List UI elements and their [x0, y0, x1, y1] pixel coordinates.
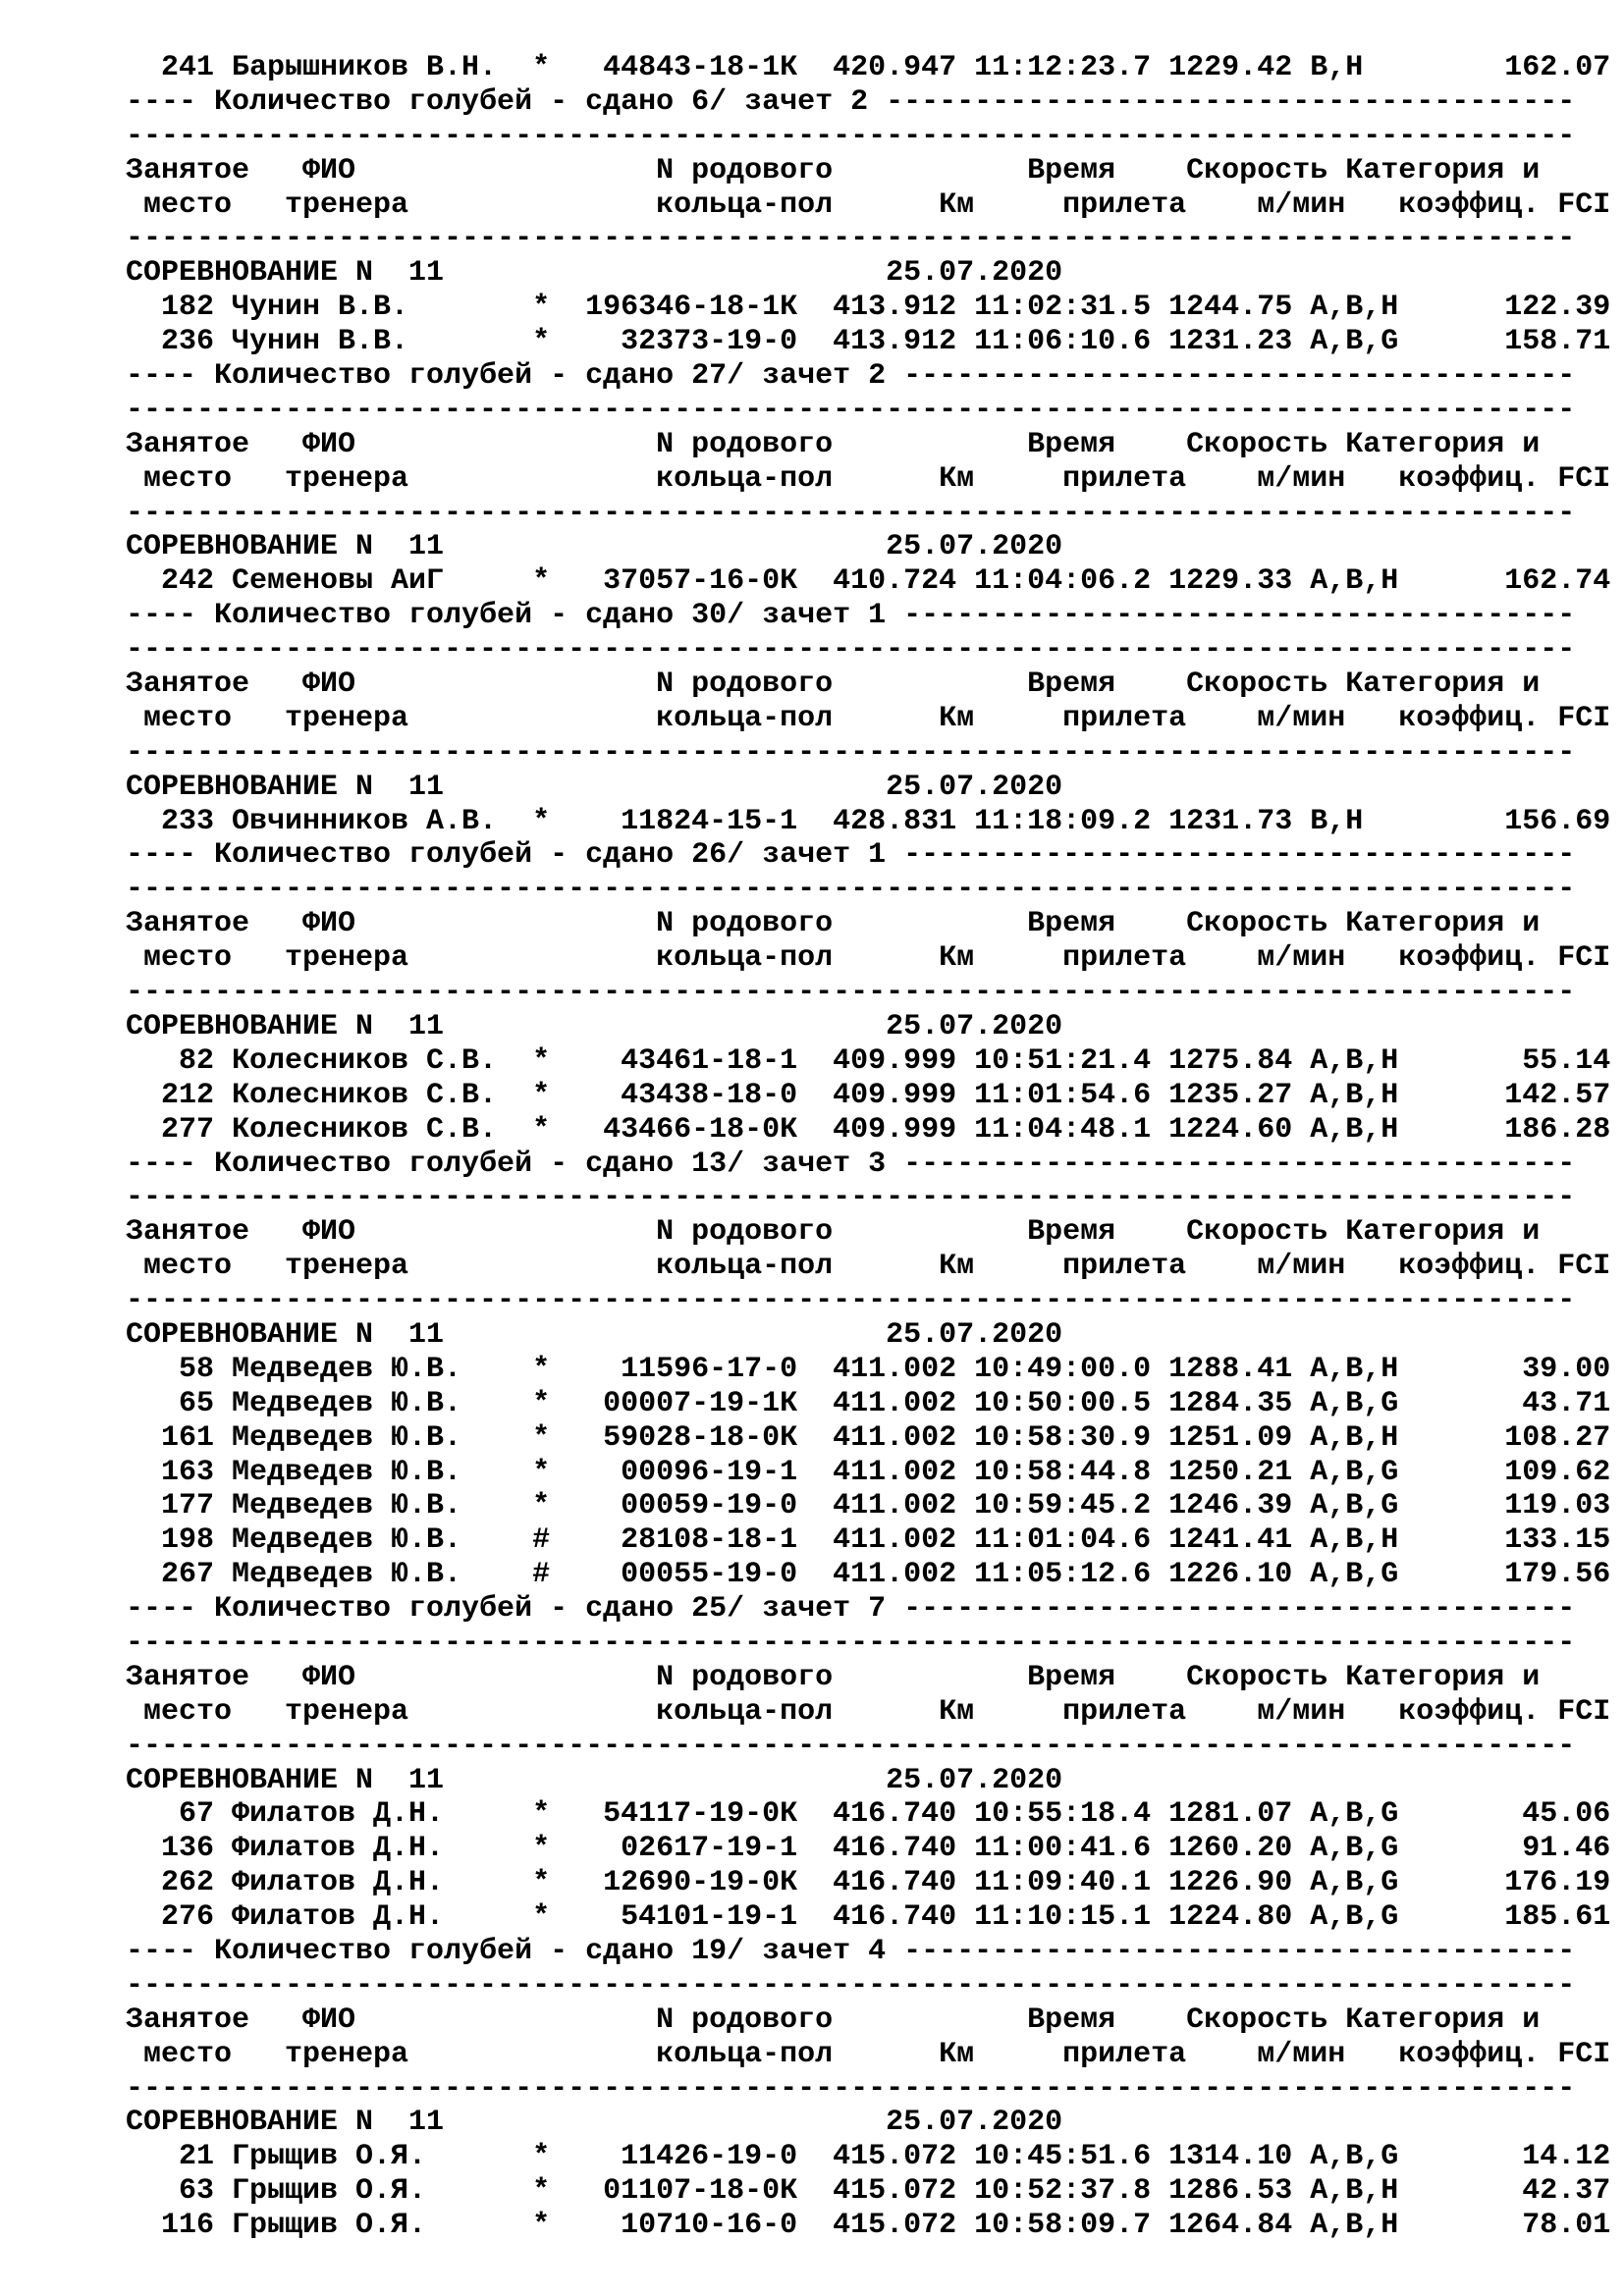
column-header-row-2: место тренера кольца-пол Км прилета м/мин коэффиц. FCI [126, 941, 1611, 976]
table-row: 116 Грыщив О.Я. * 10710-16-0 415.072 10:58:09.7 1264.84 А,В,Н 78.01 [126, 2209, 1611, 2243]
competition-title: СОРЕВНОВАНИЕ N 11 25.07.2020 [126, 2106, 1063, 2140]
competition-title: СОРЕВНОВАНИЕ N 11 25.07.2020 [126, 770, 1063, 804]
column-header-row-1: Занятое ФИО N родового Время Скорость Категория и [126, 427, 1541, 461]
competition-title: СОРЕВНОВАНИЕ N 11 25.07.2020 [126, 256, 1063, 291]
header-bottom-rule: ---------------------------------------------------------------------------------- [126, 976, 1576, 1010]
table-row: 136 Филатов Д.Н. * 02617-19-1 416.740 11:00:41.6 1260.20 А,В,G 91.46 [126, 1832, 1611, 1866]
header-top-rule: ---------------------------------------------------------------------------------- [126, 1968, 1576, 2002]
summary-line: ---- Количество голубей - сдано 26/ зачет 1 -------------------------------------- [126, 838, 1576, 873]
table-row: 241 Барышников В.Н. * 44843-18-1К 420.947 11:12:23.7 1229.42 В,Н 162.07 [126, 51, 1611, 84]
summary-line: ---- Количество голубей - сдано 13/ зачет 3 -------------------------------------- [126, 1147, 1576, 1181]
header-top-rule: ---------------------------------------------------------------------------------- [126, 873, 1576, 907]
header-top-rule: ---------------------------------------------------------------------------------- [126, 1181, 1576, 1215]
header-bottom-rule: ---------------------------------------------------------------------------------- [126, 1284, 1576, 1318]
competition-title: СОРЕВНОВАНИЕ N 11 25.07.2020 [126, 530, 1063, 564]
column-header-row-2: место тренера кольца-пол Км прилета м/мин коэффиц. FCI [126, 461, 1611, 496]
header-top-rule: ---------------------------------------------------------------------------------- [126, 393, 1576, 427]
table-row: 212 Колесников С.В. * 43438-18-0 409.999 11:01:54.6 1235.27 А,В,Н 142.57 [126, 1078, 1611, 1112]
table-row: 21 Грыщив О.Я. * 11426-19-0 415.072 10:45:51.6 1314.10 А,В,G 14.12 [126, 2140, 1611, 2174]
summary-line: ---- Количество голубей - сдано 19/ зачет 4 -------------------------------------- [126, 1934, 1576, 1968]
column-header-row-2: место тренера кольца-пол Км прилета м/мин коэффиц. FCI [126, 701, 1611, 735]
competition-title: СОРЕВНОВАНИЕ N 11 25.07.2020 [126, 1009, 1063, 1043]
column-header-row-2: место тренера кольца-пол Км прилета м/мин коэффиц. FCI [126, 187, 1611, 222]
summary-line: ---- Количество голубей - сдано 27/ зачет 2 -------------------------------------- [126, 359, 1576, 394]
header-bottom-rule: ---------------------------------------------------------------------------------- [126, 496, 1576, 530]
table-row: 236 Чунин В.В. * 32373-19-0 413.912 11:06:10.6 1231.23 А,В,G 158.71 [126, 325, 1611, 359]
table-row: 163 Медведев Ю.В. * 00096-19-1 411.002 10:58:44.8 1250.21 А,В,G 109.62 [126, 1455, 1611, 1489]
table-row: 242 Семеновы АиГ * 37057-16-0К 410.724 11:04:06.2 1229.33 А,В,Н 162.74 [126, 564, 1611, 599]
header-top-rule: ---------------------------------------------------------------------------------- [126, 633, 1576, 667]
competition-title: СОРЕВНОВАНИЕ N 11 25.07.2020 [126, 1317, 1063, 1352]
table-row: 276 Филатов Д.Н. * 54101-19-1 416.740 11:10:15.1 1224.80 А,В,G 185.61 [126, 1900, 1611, 1935]
header-bottom-rule: ---------------------------------------------------------------------------------- [126, 222, 1576, 256]
header-bottom-rule: ---------------------------------------------------------------------------------- [126, 735, 1576, 770]
table-row: 58 Медведев Ю.В. * 11596-17-0 411.002 10:49:00.0 1288.41 А,В,Н 39.00 [126, 1352, 1611, 1386]
summary-line: ---- Количество голубей - сдано 6/ зачет 2 --------------------------------------- [126, 84, 1576, 119]
table-row: 161 Медведев Ю.В. * 59028-18-0К 411.002 10:58:30.9 1251.09 А,В,Н 108.27 [126, 1420, 1611, 1455]
table-row: 198 Медведев Ю.В. # 28108-18-1 411.002 11:01:04.6 1241.41 А,В,Н 133.15 [126, 1523, 1611, 1558]
column-header-row-2: место тренера кольца-пол Км прилета м/мин коэффиц. FCI [126, 2037, 1611, 2071]
summary-line: ---- Количество голубей - сдано 30/ зачет 1 -------------------------------------- [126, 599, 1576, 633]
column-header-row-1: Занятое ФИО N родового Время Скорость Категория и [126, 1215, 1541, 1250]
summary-line: ---- Количество голубей - сдано 25/ зачет 7 -------------------------------------- [126, 1592, 1576, 1627]
competition-title: СОРЕВНОВАНИЕ N 11 25.07.2020 [126, 1763, 1063, 1797]
table-row: 63 Грыщив О.Я. * 01107-18-0К 415.072 10:52:37.8 1286.53 А,В,Н 42.37 [126, 2174, 1611, 2209]
column-header-row-1: Занятое ФИО N родового Время Скорость Категория и [126, 907, 1541, 941]
table-row: 277 Колесников С.В. * 43466-18-0К 409.999 11:04:48.1 1224.60 А,В,Н 186.28 [126, 1112, 1611, 1147]
column-header-row-2: место тренера кольца-пол Км прилета м/мин коэффиц. FCI [126, 1250, 1611, 1284]
header-bottom-rule: ---------------------------------------------------------------------------------- [126, 2071, 1576, 2106]
table-row: 262 Филатов Д.Н. * 12690-19-0К 416.740 11:09:40.1 1226.90 А,В,G 176.19 [126, 1866, 1611, 1900]
table-row: 182 Чунин В.В. * 196346-18-1К 413.912 11:02:31.5 1244.75 А,В,Н 122.39 [126, 291, 1611, 325]
table-row: 233 Овчинников А.В. * 11824-15-1 428.831 11:18:09.2 1231.73 В,Н 156.69 [126, 804, 1611, 838]
column-header-row-1: Занятое ФИО N родового Время Скорость Категория и [126, 667, 1541, 702]
column-header-row-1: Занятое ФИО N родового Время Скорость Категория и [126, 2002, 1541, 2037]
table-row: 67 Филатов Д.Н. * 54117-19-0К 416.740 10:55:18.4 1281.07 А,В,G 45.06 [126, 1797, 1611, 1832]
column-header-row-1: Занятое ФИО N родового Время Скорость Категория и [126, 153, 1541, 187]
header-bottom-rule: ---------------------------------------------------------------------------------- [126, 1729, 1576, 1763]
column-header-row-1: Занятое ФИО N родового Время Скорость Категория и [126, 1660, 1541, 1694]
column-header-row-2: место тренера кольца-пол Км прилета м/мин коэффиц. FCI [126, 1694, 1611, 1729]
table-row: 267 Медведев Ю.В. # 00055-19-0 411.002 11:05:12.6 1226.10 А,В,G 179.56 [126, 1558, 1611, 1592]
table-row: 177 Медведев Ю.В. * 00059-19-0 411.002 10:59:45.2 1246.39 А,В,G 119.03 [126, 1489, 1611, 1523]
table-row: 65 Медведев Ю.В. * 00007-19-1К 411.002 10:50:00.5 1284.35 А,В,G 43.71 [126, 1386, 1611, 1420]
header-top-rule: ---------------------------------------------------------------------------------- [126, 1626, 1576, 1660]
header-top-rule: ---------------------------------------------------------------------------------- [126, 119, 1576, 153]
table-row: 82 Колесников С.В. * 43461-18-1 409.999 10:51:21.4 1275.84 А,В,Н 55.14 [126, 1043, 1611, 1078]
results-report [126, 51, 1611, 2243]
